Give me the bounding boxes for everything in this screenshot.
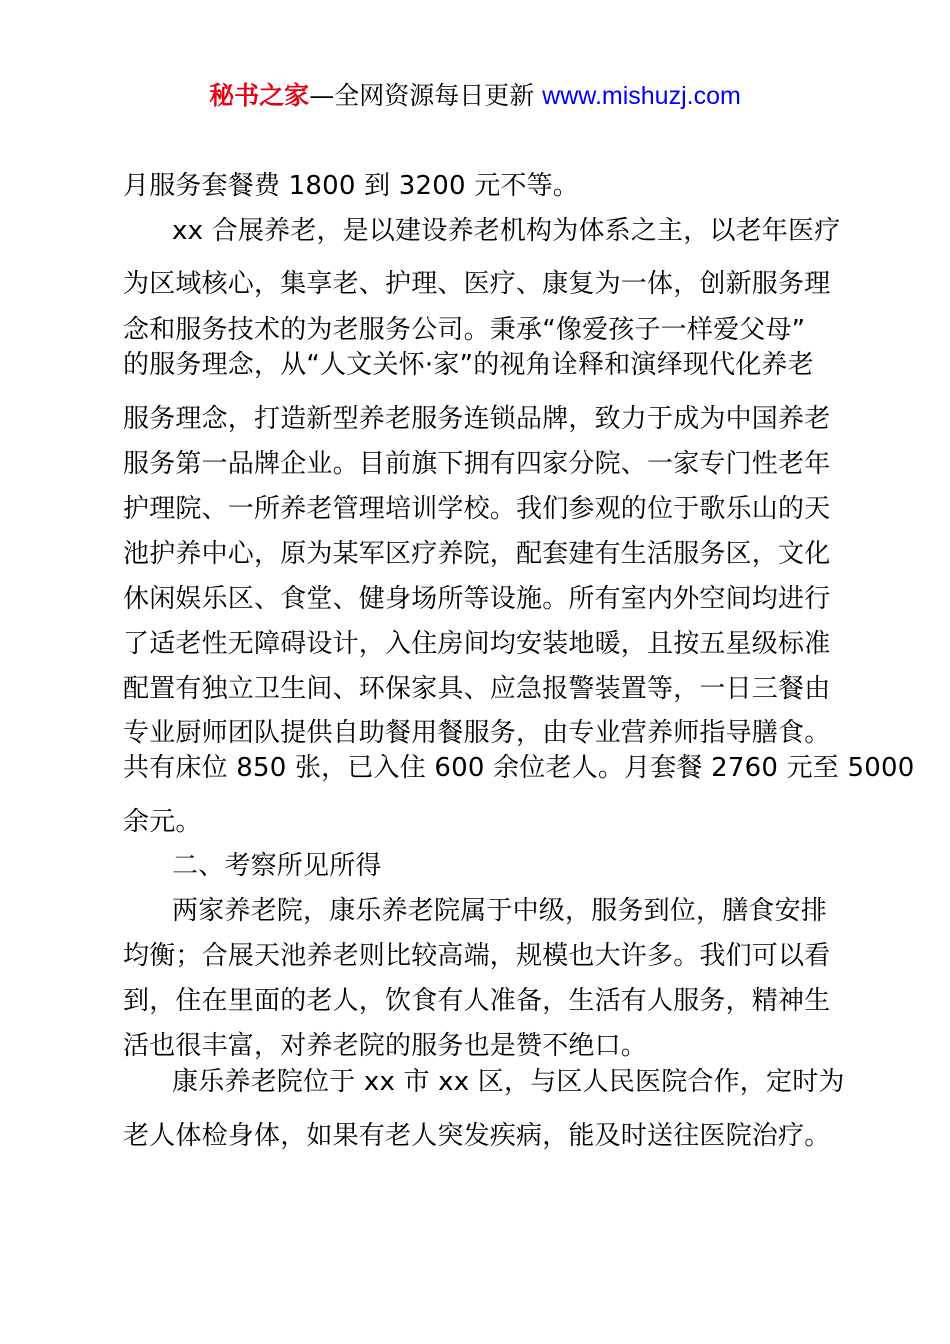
text-line: 休闲娱乐区、食堂、健身场所等设施。所有室内外空间均进行 [123, 584, 831, 614]
text-line: 服务第一品牌企业。目前旗下拥有四家分院、一家专门性老年 [123, 449, 831, 479]
text-line: 念和服务技术的为老服务公司。秉承“像爱孩子一样爱父母” [123, 315, 806, 345]
site-url-link[interactable]: www.mishuzj.com [542, 82, 741, 110]
text-line: 池护养中心，原为某军区疗养院，配套建有生活服务区，文化 [123, 539, 831, 569]
text-line: 共有床位 850 张，已入住 600 余位老人。月套餐 2760 元至 5000 [123, 753, 915, 783]
paragraph-start-line: xx 合展养老，是以建设养老机构为体系之主，以老年医疗 [172, 216, 841, 246]
text-line: 老人体检身体，如果有老人突发疾病，能及时送往医院治疗。 [123, 1121, 831, 1151]
text-line: 活也很丰富，对养老院的服务也是赞不绝口。 [123, 1031, 648, 1061]
site-brand: 秘书之家 [209, 81, 310, 110]
text-line: 了适老性无障碍设计，入住房间均安装地暖，且按五星级标准 [123, 629, 831, 659]
text-line: 专业厨师团队提供自助餐用餐服务，由专业营养师指导膳食。 [123, 718, 831, 748]
text-line: 月服务套餐费 1800 到 3200 元不等。 [123, 171, 579, 201]
text-line: 护理院、一所养老管理培训学校。我们参观的位于歌乐山的天 [123, 494, 831, 524]
text-line: 的服务理念，从“人文关怀·家”的视角诠释和演绎现代化养老 [123, 350, 814, 380]
text-line: 配置有独立卫生间、环保家具、应急报警装置等，一日三餐由 [123, 674, 831, 704]
section-heading: 二、考察所见所得 [172, 851, 382, 881]
paragraph-start-line: 两家养老院，康乐养老院属于中级，服务到位，膳食安排 [172, 896, 828, 926]
text-line: 到，住在里面的老人，饮食有人准备，生活有人服务，精神生 [123, 986, 831, 1016]
page-header [0, 80, 950, 112]
paragraph-start-line: 康乐养老院位于 xx 市 xx 区，与区人民医院合作，定时为 [172, 1067, 845, 1097]
text-line: 服务理念，打造新型养老服务连锁品牌，致力于成为中国养老 [123, 404, 831, 434]
text-line: 均衡；合展天池养老则比较高端，规模也大许多。我们可以看 [123, 941, 831, 971]
text-line: 余元。 [123, 807, 202, 837]
text-line: 为区域核心，集享老、护理、医疗、康复为一体，创新服务理 [123, 269, 831, 299]
site-tagline: —全网资源每日更新 [309, 81, 535, 110]
